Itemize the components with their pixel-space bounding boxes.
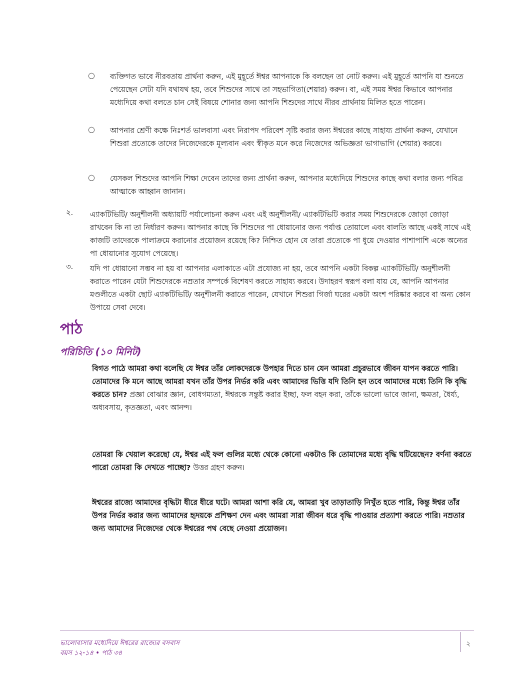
numbered-item-2 — [66, 208, 472, 260]
circle-bullet-icon: ○ — [88, 71, 95, 80]
circle-bullet-icon: ○ — [88, 125, 95, 134]
bullet-text: যেসকল শিশুদের আপনি শিক্ষা দেবেন তাদের জন্য প্রার্থনা করুন, আপনার মধ্যেদিয়ে শিশুদের কাছে কথা বলার জন্য পবিত্র আত্মাকে আহ্বান জানান। — [110, 174, 463, 196]
bullet-text: ব্যক্তিগত ভাবে নীরবতায় প্রার্থনা করুন, এই মুহূর্তে ঈশ্বর আপনাকে কি বলছেন তা নোট করুন। এই মুহূর্তে আপনি যা শুনতে পেয়েছেন সেটা যদি যথাযথ হয়, তবে শিশুদের সাথে তা সহভাগিতা(শেয়ার) করুন। বা, এই সময় ঈশ্বর কিভাবে আপনার মধ্যেদিয়ে কথা বলতে চান সেই বিষয়ে শোনার জন্য আপনি শিশুদের সাথে নীরব প্রার্থনায় মিলিত হতে পারেন। — [110, 72, 464, 107]
item-text: এ্যাকটিভিটি/ অনুশীলনী অধ্যায়টি পর্যালোচনা করুন এবং এই অনুশীলনী/ এ্যাকটিভিটি করার সময় শিশুদেরকে জোড়া জোড়া রাখবেন কি না তা নির্ধারণ করুন। আপনার কাছে কি শিশুদের পা ধোয়ানোর জন্য পর্যাপ্ত তোয়ালে এবং বালতি আছে একই সাথে এই কাজটি তাদেরকে পালাক্রমে করানোর প্রয়োজন রয়েছে কি? নিশ্চিত হোন যে তারা প্রত্যেকে পা ধুয়ে দেওয়ার পাশাপাশি একে অন্যের পা ধোয়ানোর সুযোগ পেয়েছে। — [90, 210, 471, 258]
circle-bullet-icon: ○ — [88, 173, 95, 182]
prayer-bullet-2 — [88, 124, 470, 150]
item-text: যদি পা ধোয়ানো সম্ভব না হয় বা আপনার এলাকাতে এটা প্রযোজ্য না হয়, তবে আপনি একটা বিকল্প এ্যাকটিভিটি/ অনুশীলনী করাতে পারেন যেটা শিশুদেরকে নম্রতার সম্পর্কে বিশেষণ করতে সাহায্য করবে। উদাহরণ স্বরূপ বলা যায় যে, আপনি আপনার মণ্ডলীতে একটা ছোট এ্যাকটিভিটি/ অনুশীলনী করাতে পারেন, যেখানে শিশুরা গির্জা ঘরের একটা অংশ পরিষ্কার করবে বা অন্য কোন উপায়ে সেবা দেবে। — [90, 264, 471, 312]
section-heading: পাঠ — [60, 320, 83, 338]
teacher-script: বিগত পাঠে আমরা কথা বলেছি যে ঈশ্বর তাঁর লোকদেরকে উপহার দিতে চান যেন আমরা প্রচুরভাবে জীবন যাপন করতে পারি। তোমাদের কি মনে আছে আমরা যখন তাঁর উপর নির্ভর করি এবং আমাদের ভিত্তি যদি তিনি হন তবে আমাদের মধ্যে তিনি কি বৃদ্ধি করতে চান? — [92, 364, 467, 399]
footer-lesson-info: বয়স ১২-১৪ • পাঠ ৩৪ — [60, 649, 123, 657]
teacher-script: তোমরা কি খেয়াল করেছো যে, ঈশ্বর এই ফল গুলির মধ্যে থেকে কোনো একটাও কি তোমাদের মধ্যে বৃদ্ধি ঘটিয়েছেন? বর্ণনা করতে পারো তোমরা কি দেখতে পাচ্ছো? — [92, 450, 472, 472]
intro-paragraph-1 — [60, 362, 474, 414]
footer-separator — [460, 632, 461, 652]
item-number: ২. — [66, 208, 74, 217]
instruction-text: উত্তর গ্রহণ করুন। — [190, 463, 245, 472]
page-number: ২ — [466, 640, 471, 648]
footer-title — [60, 638, 180, 658]
numbered-item-3 — [66, 262, 472, 314]
intro-paragraph-2 — [60, 448, 474, 474]
bullet-text: আপনার শ্রেণী কক্ষে নিঃশর্ত ভালবাসা এবং নিরাপদ পরিবেশ সৃষ্টি করার জন্য ঈশ্বরের কাছে সাহায্য প্রার্থনা করুন, যেখানে শিশুরা প্রত্যেকে তাদের নিজেদেরকে মূল্যবান এবং স্বীকৃত মনে করে নিজেদের অভিজ্ঞতা ভাগাভাগি (শেয়ার) করবে। — [110, 126, 458, 148]
intro-paragraph-3 — [60, 496, 474, 535]
section-subheading: পরিচিতি (১০ মিনিট) — [60, 347, 142, 358]
teacher-script: ঈশ্বরের রাজ্যে আমাদের বৃদ্ধিটা ধীরে ধীরে ঘটে। আমরা আশা করি যে, আমরা খুব তাড়াতাড়ি নিখুঁত হতে পারি, কিন্তু ঈশ্বর তাঁর উপর নির্ভর করার জন্য আমাদের হৃদয়কে প্রশিক্ষণ দেন এবং আমরা সারা জীবন ধরে বৃদ্ধি পাওয়ার প্রত্যাশা করতে পারি। নম্রতার জন্য আমাদের নিজেদের থেকে ঈশ্বরের পথ বেছে নেওয়া প্রয়োজন। — [92, 498, 465, 533]
answer-text: প্রজ্ঞা বোঝার জ্ঞান, বোধগম্যতা, ঈশ্বরকে সন্তুষ্ট করার ইচ্ছা, ফল বহন করা, তাঁকে ভালো ভাবে জানা, ক্ষমতা, ধৈর্য্য, অধ্যবসায়, কৃতজ্ঞতা, এবং আনন্দ। — [92, 390, 460, 412]
prayer-bullet-3 — [88, 172, 470, 198]
footer-series-title: ভালোবাসার মধ্যেদিয়ে ঈশ্বরের রাজ্যের বসবাস — [60, 639, 180, 647]
prayer-bullet-1 — [88, 70, 470, 109]
item-number: ৩. — [66, 262, 74, 271]
footer-divider — [60, 630, 474, 631]
